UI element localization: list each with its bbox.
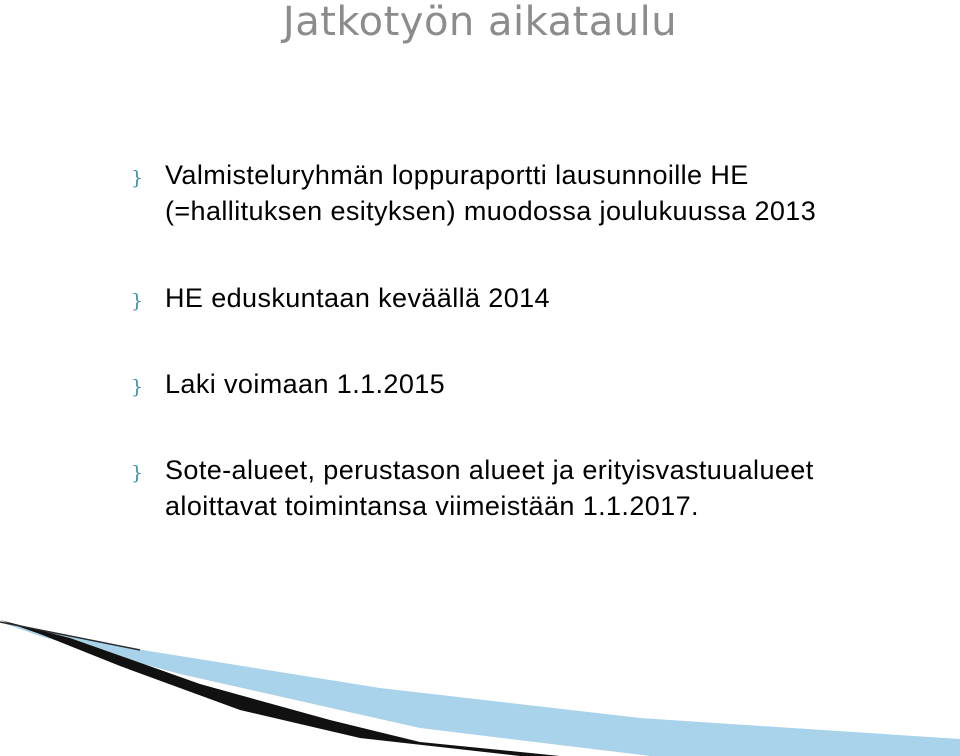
slide-title: Jatkotyön aikataulu bbox=[282, 0, 678, 45]
bullet-line: Valmisteluryhmän loppuraportti lausunnoille HE bbox=[165, 160, 749, 190]
bullet-marker-icon: } bbox=[131, 376, 144, 398]
bullet-line: HE eduskuntaan keväällä 2014 bbox=[165, 283, 550, 313]
bullet-line: Laki voimaan 1.1.2015 bbox=[165, 369, 446, 399]
bullet-marker-icon: } bbox=[131, 167, 144, 189]
bullet-text bbox=[165, 452, 955, 524]
bullet-line: (=hallituksen esityksen) muodossa joulukuussa 2013 bbox=[165, 196, 817, 226]
bullet-line: Sote-alueet, perustason alueet ja erityisvastuualueet bbox=[165, 455, 814, 485]
bullet-text bbox=[165, 366, 955, 402]
swoosh-blue-band bbox=[0, 622, 960, 756]
bullet-text bbox=[165, 157, 955, 229]
bullet-marker-icon: } bbox=[131, 462, 144, 484]
decorative-swoosh bbox=[0, 600, 960, 756]
bullet-marker-icon: } bbox=[131, 290, 144, 312]
bullet-line: aloittavat toimintansa viimeistään 1.1.2017. bbox=[165, 491, 699, 521]
bullet-text bbox=[165, 280, 955, 316]
